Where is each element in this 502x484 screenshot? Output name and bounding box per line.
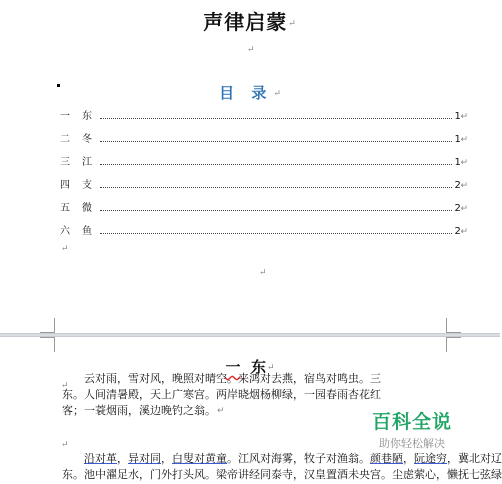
toc-entry[interactable]: 五 微 2 ↵ [60,203,468,214]
page-crop-mark [40,318,55,333]
watermark-logo: 百科全说 助你轻松解决 [362,407,462,451]
paragraph-mark-icon: ↵ [61,440,69,450]
paragraph-mark-icon: ↵ [460,181,468,191]
toc-leader-dots [100,164,452,165]
toc-leader-dots [100,233,452,234]
toc-heading[interactable]: 目 录↵ [219,84,281,102]
toc-entry[interactable]: 六 鱼 2 ↵ [60,226,468,237]
paragraph-mark-icon: ↵ [460,204,468,214]
page-crop-mark [446,337,461,352]
document-title[interactable]: 声律启蒙↵ [203,10,297,34]
toc-entry[interactable]: 四 支 2 ↵ [60,180,468,191]
paragraph-mark-icon: ↵ [61,381,69,391]
paragraph-mark-icon: ↵ [288,18,297,29]
toc-leader-dots [100,118,452,119]
paragraph-mark-icon: ↵ [460,135,468,145]
toc-leader-dots [100,210,452,211]
paragraph-mark-icon: ↵ [259,268,267,278]
paragraph-2[interactable]: 沿对革，异对同，白叟对黄童。江风对海雾，牧子对渔翁。颜巷陋，阮途穷，冀北对辽 东。池中濯足水，门外打头风。梁帝讲经同泰寺，汉皇置酒未央宫。尘虑萦心，懒抚七弦绿 [62,452,502,481]
chapter-heading[interactable]: 一 东↵ [225,358,275,376]
paragraph-mark-icon: ↵ [460,227,468,237]
paragraph-mark-icon: ↵ [273,89,281,99]
paragraph-mark-icon: ↵ [247,45,255,55]
page-crop-mark [40,337,55,352]
toc-leader-dots [100,141,452,142]
paragraph-mark-icon: ↵ [266,363,275,373]
toc-entry[interactable]: 一 东 1 ↵ [60,111,468,122]
toc-entry[interactable]: 三 江 1 ↵ [60,157,468,168]
paragraph-1[interactable]: 云对雨，雪对风，晚照对晴空。来鸿对去燕，宿鸟对鸣虫。三 东。人间清暑殿，天上广寒宫。两岸晓烟杨柳绿，一园春雨杏花红 客；一蓑烟雨，溪边晚钓之翁。↵ [62,372,381,417]
toc-entry[interactable]: 二 冬 1 ↵ [60,134,468,145]
paragraph-mark-icon: ↵ [61,244,69,254]
paragraph-mark-icon: ↵ [460,158,468,168]
toc-leader-dots [100,187,452,188]
paragraph-mark-icon: ↵ [217,406,225,416]
paragraph-mark-icon: ↵ [460,112,468,122]
page-crop-mark [446,318,461,333]
